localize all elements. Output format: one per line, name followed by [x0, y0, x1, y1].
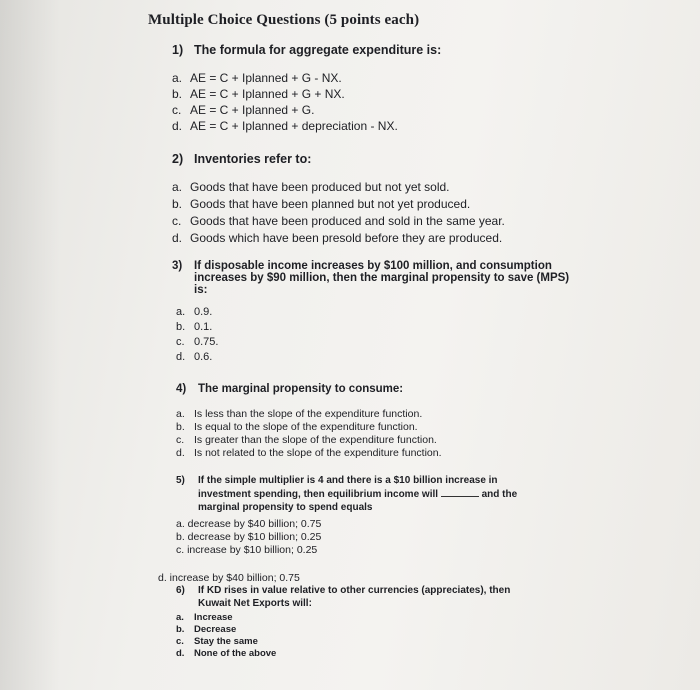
option-5a: a. decrease by $40 billion; 0.75	[176, 518, 322, 530]
option-1d: d. AE = C + Iplanned + depreciation - NX.	[172, 119, 398, 133]
question-2-prompt: 2) Inventories refer to:	[172, 152, 312, 166]
option-3b: b. 0.1.	[176, 321, 213, 333]
option-4a: a. Is less than the slope of the expenditure function.	[176, 408, 423, 420]
question-1-prompt	[172, 44, 441, 57]
option-5b: b. decrease by $10 billion; 0.25	[176, 531, 322, 543]
option-4b: b. Is equal to the slope of the expenditure function.	[176, 421, 418, 433]
question-text: The formula for aggregate expenditure is:	[194, 43, 442, 57]
option-6a: a. Increase	[176, 612, 233, 623]
question-4-prompt: 4) The marginal propensity to consume:	[176, 383, 404, 395]
option-5d: d. increase by $40 billion; 0.75	[158, 572, 300, 584]
option-6d: d. None of the above	[176, 648, 277, 659]
question-3-prompt: 3) If disposable income increases by $100 million, and consumption increases by $90 million, then the marginal propensity to save (MPS) is:	[172, 260, 570, 296]
option-3d: d. 0.6.	[176, 351, 213, 363]
page-title: Multiple Choice Questions (5 points each)	[148, 12, 420, 28]
option-6c: c. Stay the same	[176, 636, 258, 647]
page-shadow	[0, 0, 60, 690]
option-4c: c. Is greater than the slope of the expenditure function.	[176, 434, 437, 446]
option-2a: a. Goods that have been produced but not yet sold.	[172, 180, 450, 194]
option-3a: a. 0.9.	[176, 306, 213, 318]
option-4d: d. Is not related to the slope of the expenditure function.	[176, 447, 442, 459]
option-2c: c. Goods that have been produced and sold in the same year.	[172, 214, 505, 228]
option-6b: b. Decrease	[176, 624, 237, 635]
question-6-prompt: 6) If KD rises in value relative to other currencies (appreciates), then Kuwait Net Exports will:	[176, 585, 511, 609]
question-number: 1)	[172, 43, 184, 57]
option-2d: d. Goods which have been presold before they are produced.	[172, 231, 503, 245]
option-1b: b. AE = C + Iplanned + G + NX.	[172, 87, 345, 101]
option-5c: c. increase by $10 billion; 0.25	[176, 544, 318, 556]
option-1c: c. AE = C + Iplanned + G.	[172, 103, 315, 117]
question-5-prompt: 5) If the simple multiplier is 4 and there is a $10 billion increase in investment spending, then equilibrium income will and the marginal propensity to spend equals	[176, 475, 518, 513]
option-1a: a. AE = C + Iplanned + G - NX.	[172, 71, 342, 85]
option-3c: c. 0.75.	[176, 336, 219, 348]
option-2b: b. Goods that have been planned but not yet produced.	[172, 197, 471, 211]
answer-blank	[441, 487, 479, 497]
